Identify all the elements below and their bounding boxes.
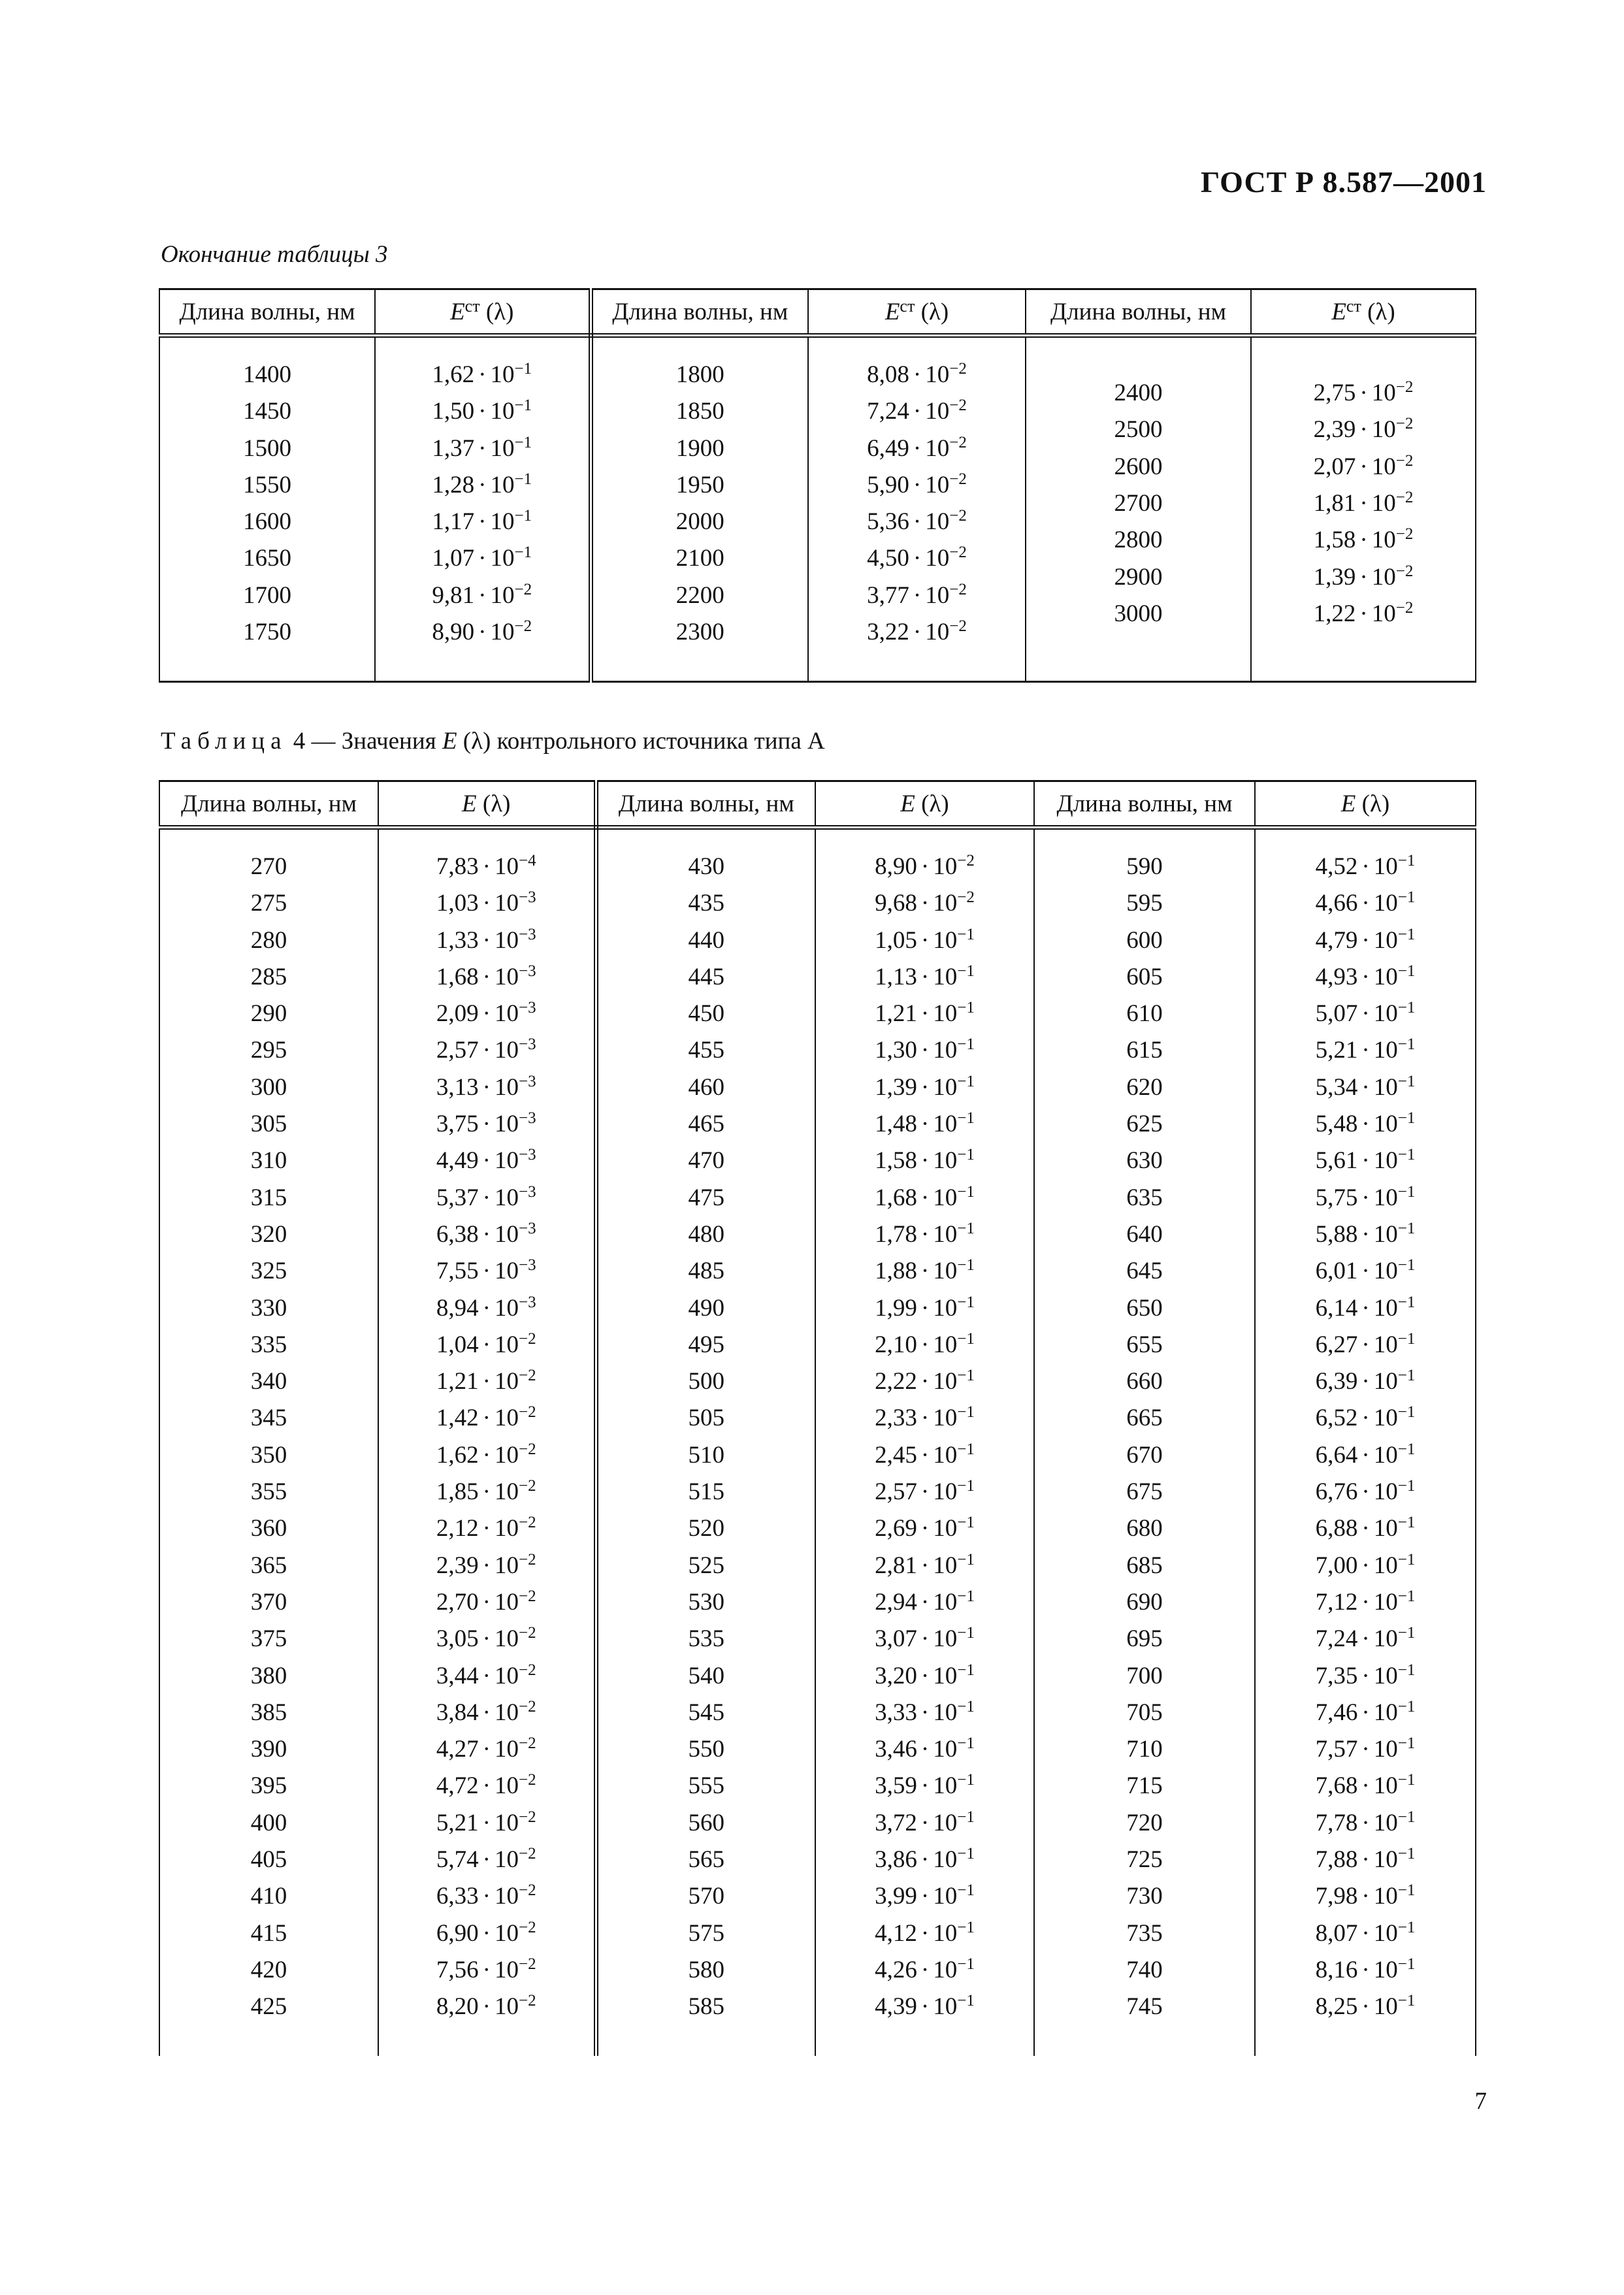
table3-wavelength-cell: 1950 [675, 471, 724, 498]
table3-wavelength-column [159, 357, 375, 651]
table4-wavelength-cell: 710 [1126, 1736, 1163, 1763]
table4-value-cell: $3,84 \cdot 10^{-2}$ [436, 1697, 536, 1726]
table4-wavelength-cell: 375 [250, 1625, 287, 1653]
table4-value-cell: $3,75 \cdot 10^{-3}$ [436, 1109, 536, 1138]
table4-wavelength-cell: 635 [1126, 1184, 1163, 1211]
table4-value-cell: $3,20 \cdot 10^{-1}$ [875, 1661, 975, 1689]
table4-caption: Таблица 4 — Значения E (λ) контрольного источника типа А [161, 728, 825, 755]
table4-wavelength-cell: 325 [250, 1258, 287, 1285]
table3-value-cell: $4,50 \cdot 10^{-2}$ [867, 544, 967, 572]
table4-wavelength-cell: 560 [688, 1809, 724, 1836]
table4-value-cell: $6,52 \cdot 10^{-1}$ [1315, 1403, 1416, 1432]
table4-wavelength-cell: 725 [1126, 1846, 1163, 1874]
table4-wavelength-cell: 405 [250, 1846, 287, 1874]
table4-value-cell: $4,79 \cdot 10^{-1}$ [1315, 925, 1416, 954]
table4-wavelength-cell: 385 [250, 1699, 287, 1726]
table4-value-cell: $2,94 \cdot 10^{-1}$ [875, 1587, 975, 1616]
table4-value-cell: $2,70 \cdot 10^{-2}$ [436, 1587, 536, 1616]
table4-wavelength-cell: 290 [250, 1000, 287, 1028]
table4-value-cell: $7,00 \cdot 10^{-1}$ [1315, 1550, 1416, 1579]
table4-value-cell: $5,75 \cdot 10^{-1}$ [1315, 1182, 1416, 1211]
table4-value-cell: $5,48 \cdot 10^{-1}$ [1315, 1109, 1416, 1138]
table4-value-cell: $1,33 \cdot 10^{-3}$ [436, 925, 536, 954]
table4-value-cell: $3,59 \cdot 10^{-1}$ [875, 1771, 975, 1800]
table4-wavelength-cell: 650 [1126, 1294, 1163, 1322]
table4-value-cell: $1,21 \cdot 10^{-1}$ [875, 999, 975, 1028]
table3-header-wavelength: Длина волны, нм [591, 289, 808, 336]
table4-value-cell: $2,12 \cdot 10^{-2}$ [436, 1514, 536, 1542]
table4-wavelength-cell: 565 [688, 1846, 724, 1874]
table4-wavelength-cell: 310 [250, 1147, 287, 1175]
table4-wavelength-cell: 450 [688, 1000, 724, 1028]
table4-value-cell: $1,48 \cdot 10^{-1}$ [875, 1109, 975, 1138]
table4 [159, 780, 1476, 2056]
table3-wavelength-cell: 1550 [243, 471, 291, 498]
table4-wavelength-cell: 400 [250, 1809, 287, 1836]
table4-wavelength-cell: 600 [1126, 926, 1163, 954]
table3-wavelength-cell: 2500 [1114, 416, 1163, 444]
table3-header-wavelength: Длина волны, нм [1026, 289, 1251, 336]
table4-header-wavelength: Длина волны, нм [596, 781, 815, 828]
table4-wavelength-cell: 745 [1126, 1993, 1163, 2021]
table4-value-cell: $1,04 \cdot 10^{-2}$ [436, 1329, 536, 1358]
table4-value-cell: $7,35 \cdot 10^{-1}$ [1315, 1661, 1416, 1689]
table4-value-cell: $3,13 \cdot 10^{-3}$ [436, 1072, 536, 1101]
table4-wavelength-cell: 575 [688, 1919, 724, 1947]
table4-value-cell: $7,12 \cdot 10^{-1}$ [1315, 1587, 1416, 1616]
table4-wavelength-cell: 735 [1126, 1919, 1163, 1947]
table4-header-value: E (λ) [815, 781, 1034, 828]
table3-value-cell: $1,37 \cdot 10^{-1}$ [432, 433, 532, 462]
table4-wavelength-cell: 625 [1126, 1111, 1163, 1138]
table4-wavelength-cell: 535 [688, 1625, 724, 1653]
table4-wavelength-cell: 505 [688, 1405, 724, 1432]
table4-wavelength-cell: 520 [688, 1515, 724, 1542]
table3-value-column [375, 357, 591, 651]
table4-wavelength-cell: 360 [250, 1515, 287, 1542]
table4-wavelength-cell: 330 [250, 1294, 287, 1322]
table3-value-cell: $1,28 \cdot 10^{-1}$ [432, 470, 532, 498]
table4-value-cell: $7,24 \cdot 10^{-1}$ [1315, 1624, 1416, 1653]
table3-value-cell: $8,90 \cdot 10^{-2}$ [432, 617, 532, 646]
table4-wavelength-cell: 420 [250, 1956, 287, 1983]
table3-value-cell: $6,49 \cdot 10^{-2}$ [867, 433, 967, 462]
table3-value-cell: $1,39 \cdot 10^{-2}$ [1313, 562, 1414, 591]
table4-value-cell: $4,52 \cdot 10^{-1}$ [1315, 852, 1416, 880]
table4-value-cell: $1,30 \cdot 10^{-1}$ [875, 1035, 975, 1064]
table3-wavelength-cell: 2600 [1114, 453, 1163, 480]
table4-value-column [1255, 849, 1476, 2026]
table4-wavelength-cell: 640 [1126, 1220, 1163, 1248]
table4-wavelength-cell: 680 [1126, 1515, 1163, 1542]
table3-value-cell: $2,39 \cdot 10^{-2}$ [1313, 415, 1414, 444]
table4-value-cell: $7,46 \cdot 10^{-1}$ [1315, 1697, 1416, 1726]
table4-wavelength-cell: 500 [688, 1368, 724, 1395]
table3-value-cell: $8,08 \cdot 10^{-2}$ [867, 360, 967, 388]
table4-wavelength-cell: 580 [688, 1956, 724, 1983]
table3-wavelength-cell: 1750 [243, 619, 291, 646]
table4-value-cell: $1,39 \cdot 10^{-1}$ [875, 1072, 975, 1101]
table3-wavelength-cell: 1500 [243, 434, 291, 462]
table4-value-cell: $1,62 \cdot 10^{-2}$ [436, 1440, 536, 1469]
table3-value-cell: $7,24 \cdot 10^{-2}$ [867, 397, 967, 425]
table4-value-cell: $7,78 \cdot 10^{-1}$ [1315, 1808, 1416, 1836]
table3-wavelength-cell: 1650 [243, 545, 291, 572]
table4-value-cell: $1,99 \cdot 10^{-1}$ [875, 1293, 975, 1322]
table4-value-cell: $2,09 \cdot 10^{-3}$ [436, 999, 536, 1028]
table3-wavelength-cell: 1850 [675, 398, 724, 425]
table4-wavelength-cell: 350 [250, 1441, 287, 1469]
table4-wavelength-cell: 440 [688, 926, 724, 954]
table4-wavelength-cell: 540 [688, 1662, 724, 1689]
table4-wavelength-cell: 285 [250, 963, 287, 990]
table4-wavelength-cell: 570 [688, 1883, 724, 1910]
table4-wavelength-cell: 490 [688, 1294, 724, 1322]
table4-wavelength-cell: 595 [1126, 890, 1163, 917]
table3-wavelength-cell: 2100 [675, 545, 724, 572]
table4-wavelength-cell: 270 [250, 853, 287, 880]
table4-header-value: E (λ) [378, 781, 596, 828]
table4-wavelength-cell: 460 [688, 1073, 724, 1101]
table4-wavelength-cell: 715 [1126, 1772, 1163, 1800]
table4-value-cell: $7,68 \cdot 10^{-1}$ [1315, 1771, 1416, 1800]
table4-wavelength-cell: 615 [1126, 1037, 1163, 1064]
table4-value-cell: $3,72 \cdot 10^{-1}$ [875, 1808, 975, 1836]
table4-wavelength-cell: 545 [688, 1699, 724, 1726]
table4-wavelength-cell: 340 [250, 1368, 287, 1395]
table4-wavelength-cell: 280 [250, 926, 287, 954]
table3-value-cell: $1,07 \cdot 10^{-1}$ [432, 544, 532, 572]
table3-wavelength-cell: 1400 [243, 361, 291, 388]
table4-value-cell: $7,55 \cdot 10^{-3}$ [436, 1256, 536, 1285]
table4-value-cell: $7,57 \cdot 10^{-1}$ [1315, 1734, 1416, 1763]
table4-value-cell: $5,07 \cdot 10^{-1}$ [1315, 999, 1416, 1028]
table3-wavelength-column [1026, 357, 1251, 651]
table4-wavelength-cell: 395 [250, 1772, 287, 1800]
table4-value-cell: $4,72 \cdot 10^{-2}$ [436, 1771, 536, 1800]
table4-wavelength-cell: 655 [1126, 1331, 1163, 1358]
table3-value-cell: $9,81 \cdot 10^{-2}$ [432, 580, 532, 609]
table4-wavelength-cell: 305 [250, 1111, 287, 1138]
table3-value-column [808, 357, 1026, 651]
table3-header-value: $E^{ст}$ (λ) [375, 289, 591, 336]
table4-wavelength-cell: 435 [688, 890, 724, 917]
table4-value-cell: $3,05 \cdot 10^{-2}$ [436, 1624, 536, 1653]
table4-wavelength-cell: 555 [688, 1772, 724, 1800]
document-id: ГОСТ Р 8.587—2001 [1201, 165, 1487, 199]
table3-wavelength-cell: 2400 [1114, 380, 1163, 407]
table4-value-cell: $2,57 \cdot 10^{-3}$ [436, 1035, 536, 1064]
table4-value-cell: $8,20 \cdot 10^{-2}$ [436, 1992, 536, 2021]
table4-value-cell: $1,58 \cdot 10^{-1}$ [875, 1146, 975, 1175]
table4-wavelength-cell: 455 [688, 1037, 724, 1064]
table3-value-cell: $1,58 \cdot 10^{-2}$ [1313, 525, 1414, 554]
table4-wavelength-cell: 720 [1126, 1809, 1163, 1836]
table4-value-cell: $2,39 \cdot 10^{-2}$ [436, 1550, 536, 1579]
table4-value-cell: $7,56 \cdot 10^{-2}$ [436, 1955, 536, 1983]
table4-wavelength-cell: 465 [688, 1111, 724, 1138]
table4-wavelength-cell: 415 [250, 1919, 287, 1947]
table4-wavelength-cell: 515 [688, 1478, 724, 1506]
table4-value-cell: $7,88 \cdot 10^{-1}$ [1315, 1845, 1416, 1874]
table3-value-cell: $1,17 \cdot 10^{-1}$ [432, 507, 532, 536]
table4-value-cell: $1,05 \cdot 10^{-1}$ [875, 925, 975, 954]
table4-wavelength-cell: 355 [250, 1478, 287, 1506]
table4-wavelength-cell: 390 [250, 1736, 287, 1763]
table4-wavelength-cell: 365 [250, 1552, 287, 1579]
table4-wavelength-cell: 320 [250, 1220, 287, 1248]
table4-wavelength-cell: 730 [1126, 1883, 1163, 1910]
table4-value-cell: $4,12 \cdot 10^{-1}$ [875, 1918, 975, 1947]
table4-wavelength-cell: 700 [1126, 1662, 1163, 1689]
table4-wavelength-cell: 335 [250, 1331, 287, 1358]
table4-value-column [378, 849, 596, 2026]
table3-wavelength-cell: 3000 [1114, 600, 1163, 627]
table3-wavelength-cell: 1600 [243, 508, 291, 536]
table4-value-cell: $2,45 \cdot 10^{-1}$ [875, 1440, 975, 1469]
table4-value-cell: $1,78 \cdot 10^{-1}$ [875, 1219, 975, 1248]
table3-wavelength-cell: 2300 [675, 619, 724, 646]
table4-value-cell: $2,81 \cdot 10^{-1}$ [875, 1550, 975, 1579]
table4-value-cell: $2,69 \cdot 10^{-1}$ [875, 1514, 975, 1542]
table4-wavelength-cell: 425 [250, 1993, 287, 2021]
table3-header-value: $E^{ст}$ (λ) [808, 289, 1026, 336]
table4-value-cell: $4,26 \cdot 10^{-1}$ [875, 1955, 975, 1983]
table4-value-cell: $8,16 \cdot 10^{-1}$ [1315, 1955, 1416, 1983]
table4-value-cell: $3,86 \cdot 10^{-1}$ [875, 1845, 975, 1874]
table4-wavelength-cell: 675 [1126, 1478, 1163, 1506]
table4-wavelength-cell: 530 [688, 1588, 724, 1616]
table4-value-cell: $1,85 \cdot 10^{-2}$ [436, 1477, 536, 1506]
table4-wavelength-cell: 470 [688, 1147, 724, 1175]
table4-value-cell: $5,61 \cdot 10^{-1}$ [1315, 1146, 1416, 1175]
table3-value-cell: $2,75 \cdot 10^{-2}$ [1313, 378, 1414, 407]
table4-value-cell: $1,21 \cdot 10^{-2}$ [436, 1367, 536, 1395]
table4-value-cell: $3,07 \cdot 10^{-1}$ [875, 1624, 975, 1653]
table4-header-value: E (λ) [1255, 781, 1476, 828]
table4-value-column [815, 849, 1034, 2026]
table4-header-wavelength: Длина волны, нм [1034, 781, 1255, 828]
table3-wavelength-cell: 2000 [675, 508, 724, 536]
table4-value-cell: $8,94 \cdot 10^{-3}$ [436, 1293, 536, 1322]
table4-wavelength-cell: 620 [1126, 1073, 1163, 1101]
table4-value-cell: $6,33 \cdot 10^{-2}$ [436, 1881, 536, 1910]
table4-wavelength-cell: 740 [1126, 1956, 1163, 1983]
table4-wavelength-cell: 605 [1126, 963, 1163, 990]
table3-value-cell: $3,77 \cdot 10^{-2}$ [867, 580, 967, 609]
table4-value-cell: $4,27 \cdot 10^{-2}$ [436, 1734, 536, 1763]
table4-wavelength-cell: 665 [1126, 1405, 1163, 1432]
table4-wavelength-cell: 690 [1126, 1588, 1163, 1616]
table4-value-cell: $5,21 \cdot 10^{-1}$ [1315, 1035, 1416, 1064]
table4-wavelength-cell: 430 [688, 853, 724, 880]
table4-wavelength-cell: 495 [688, 1331, 724, 1358]
table4-wavelength-cell: 480 [688, 1220, 724, 1248]
table4-value-cell: $1,13 \cdot 10^{-1}$ [875, 962, 975, 990]
table4-value-cell: $6,01 \cdot 10^{-1}$ [1315, 1256, 1416, 1285]
table3-header-wavelength: Длина волны, нм [159, 289, 375, 336]
table4-value-cell: $2,33 \cdot 10^{-1}$ [875, 1403, 975, 1432]
table4-wavelength-column [1034, 849, 1255, 2026]
table4-wavelength-cell: 590 [1126, 853, 1163, 880]
table4-wavelength-cell: 410 [250, 1883, 287, 1910]
table4-wavelength-cell: 510 [688, 1441, 724, 1469]
table3-value-cell: $1,62 \cdot 10^{-1}$ [432, 360, 532, 388]
table4-value-cell: $4,93 \cdot 10^{-1}$ [1315, 962, 1416, 990]
table3-value-cell: $2,07 \cdot 10^{-2}$ [1313, 451, 1414, 480]
table4-wavelength-cell: 315 [250, 1184, 287, 1211]
table3-wavelength-cell: 1800 [675, 361, 724, 388]
table3-value-cell: $3,22 \cdot 10^{-2}$ [867, 617, 967, 646]
table4-value-cell: $8,07 \cdot 10^{-1}$ [1315, 1918, 1416, 1947]
table4-value-cell: $5,34 \cdot 10^{-1}$ [1315, 1072, 1416, 1101]
table4-wavelength-cell: 370 [250, 1588, 287, 1616]
table3-value-column [1251, 357, 1476, 651]
table4-wavelength-cell: 685 [1126, 1552, 1163, 1579]
table4-value-cell: $5,37 \cdot 10^{-3}$ [436, 1182, 536, 1211]
table4-value-cell: $4,66 \cdot 10^{-1}$ [1315, 888, 1416, 917]
table4-header-wavelength: Длина волны, нм [159, 781, 378, 828]
table4-value-cell: $1,42 \cdot 10^{-2}$ [436, 1403, 536, 1432]
table3-value-cell: $1,81 \cdot 10^{-2}$ [1313, 489, 1414, 517]
table4-wavelength-cell: 445 [688, 963, 724, 990]
table3-header-value: $E^{ст}$ (λ) [1251, 289, 1476, 336]
table3-header-row [159, 289, 1476, 336]
table3-continuation-caption: Окончание таблицы 3 [161, 241, 388, 268]
table4-header-row [159, 781, 1476, 828]
table4-value-cell: $4,49 \cdot 10^{-3}$ [436, 1146, 536, 1175]
table4-wavelength-column [159, 849, 378, 2026]
table3 [159, 288, 1476, 683]
table4-value-cell: $6,38 \cdot 10^{-3}$ [436, 1219, 536, 1248]
table4-wavelength-cell: 550 [688, 1736, 724, 1763]
table3-value-cell: $5,90 \cdot 10^{-2}$ [867, 470, 967, 498]
table4-value-cell: $6,64 \cdot 10^{-1}$ [1315, 1440, 1416, 1469]
table4-value-cell: $4,39 \cdot 10^{-1}$ [875, 1992, 975, 2021]
table4-wavelength-cell: 300 [250, 1073, 287, 1101]
table4-value-cell: $3,33 \cdot 10^{-1}$ [875, 1697, 975, 1726]
table3-wavelength-cell: 2900 [1114, 563, 1163, 591]
table3-wavelength-cell: 1900 [675, 434, 724, 462]
table4-wavelength-cell: 295 [250, 1037, 287, 1064]
table4-value-cell: $7,83 \cdot 10^{-4}$ [436, 852, 536, 880]
table4-value-cell: $2,22 \cdot 10^{-1}$ [875, 1367, 975, 1395]
table3-wavelength-cell: 2700 [1114, 490, 1163, 517]
table4-wavelength-cell: 660 [1126, 1368, 1163, 1395]
table4-wavelength-cell: 645 [1126, 1258, 1163, 1285]
table4-value-cell: $8,90 \cdot 10^{-2}$ [875, 852, 975, 880]
table4-value-cell: $6,88 \cdot 10^{-1}$ [1315, 1514, 1416, 1542]
table4-wavelength-cell: 630 [1126, 1147, 1163, 1175]
table4-wavelength-cell: 275 [250, 890, 287, 917]
table4-wavelength-cell: 610 [1126, 1000, 1163, 1028]
table4-wavelength-cell: 670 [1126, 1441, 1163, 1469]
table4-wavelength-cell: 380 [250, 1662, 287, 1689]
table3-wavelength-cell: 2200 [675, 581, 724, 609]
table4-value-cell: $7,98 \cdot 10^{-1}$ [1315, 1881, 1416, 1910]
table3-wavelength-column [591, 357, 808, 651]
table4-value-cell: $6,90 \cdot 10^{-2}$ [436, 1918, 536, 1947]
table4-value-cell: $3,99 \cdot 10^{-1}$ [875, 1881, 975, 1910]
table3-wavelength-cell: 1700 [243, 581, 291, 609]
table4-value-cell: $9,68 \cdot 10^{-2}$ [875, 888, 975, 917]
table4-value-cell: $6,39 \cdot 10^{-1}$ [1315, 1367, 1416, 1395]
table4-wavelength-cell: 585 [688, 1993, 724, 2021]
table4-value-cell: $3,44 \cdot 10^{-2}$ [436, 1661, 536, 1689]
table4-wavelength-cell: 525 [688, 1552, 724, 1579]
table4-value-cell: $5,88 \cdot 10^{-1}$ [1315, 1219, 1416, 1248]
table4-value-cell: $6,27 \cdot 10^{-1}$ [1315, 1329, 1416, 1358]
table3-value-cell: $5,36 \cdot 10^{-2}$ [867, 507, 967, 536]
table4-value-cell: $2,10 \cdot 10^{-1}$ [875, 1329, 975, 1358]
table4-value-cell: $1,88 \cdot 10^{-1}$ [875, 1256, 975, 1285]
table3-wavelength-cell: 2800 [1114, 527, 1163, 554]
table4-value-cell: $2,57 \cdot 10^{-1}$ [875, 1477, 975, 1506]
table4-value-cell: $1,68 \cdot 10^{-1}$ [875, 1182, 975, 1211]
page-number: 7 [1474, 2088, 1487, 2115]
table4-wavelength-column [596, 849, 815, 2026]
table4-wavelength-cell: 345 [250, 1405, 287, 1432]
table4-wavelength-cell: 475 [688, 1184, 724, 1211]
table4-value-cell: $5,21 \cdot 10^{-2}$ [436, 1808, 536, 1836]
table4-value-cell: $6,76 \cdot 10^{-1}$ [1315, 1477, 1416, 1506]
table4-value-cell: $8,25 \cdot 10^{-1}$ [1315, 1992, 1416, 2021]
table4-wavelength-cell: 485 [688, 1258, 724, 1285]
table4-wavelength-cell: 705 [1126, 1699, 1163, 1726]
table4-value-cell: $6,14 \cdot 10^{-1}$ [1315, 1293, 1416, 1322]
table4-value-cell: $1,03 \cdot 10^{-3}$ [436, 888, 536, 917]
table3-value-cell: $1,50 \cdot 10^{-1}$ [432, 397, 532, 425]
table3-value-cell: $1,22 \cdot 10^{-2}$ [1313, 598, 1414, 627]
table4-wavelength-cell: 695 [1126, 1625, 1163, 1653]
table3-wavelength-cell: 1450 [243, 398, 291, 425]
table4-value-cell: $1,68 \cdot 10^{-3}$ [436, 962, 536, 990]
table4-value-cell: $5,74 \cdot 10^{-2}$ [436, 1845, 536, 1874]
table4-value-cell: $3,46 \cdot 10^{-1}$ [875, 1734, 975, 1763]
